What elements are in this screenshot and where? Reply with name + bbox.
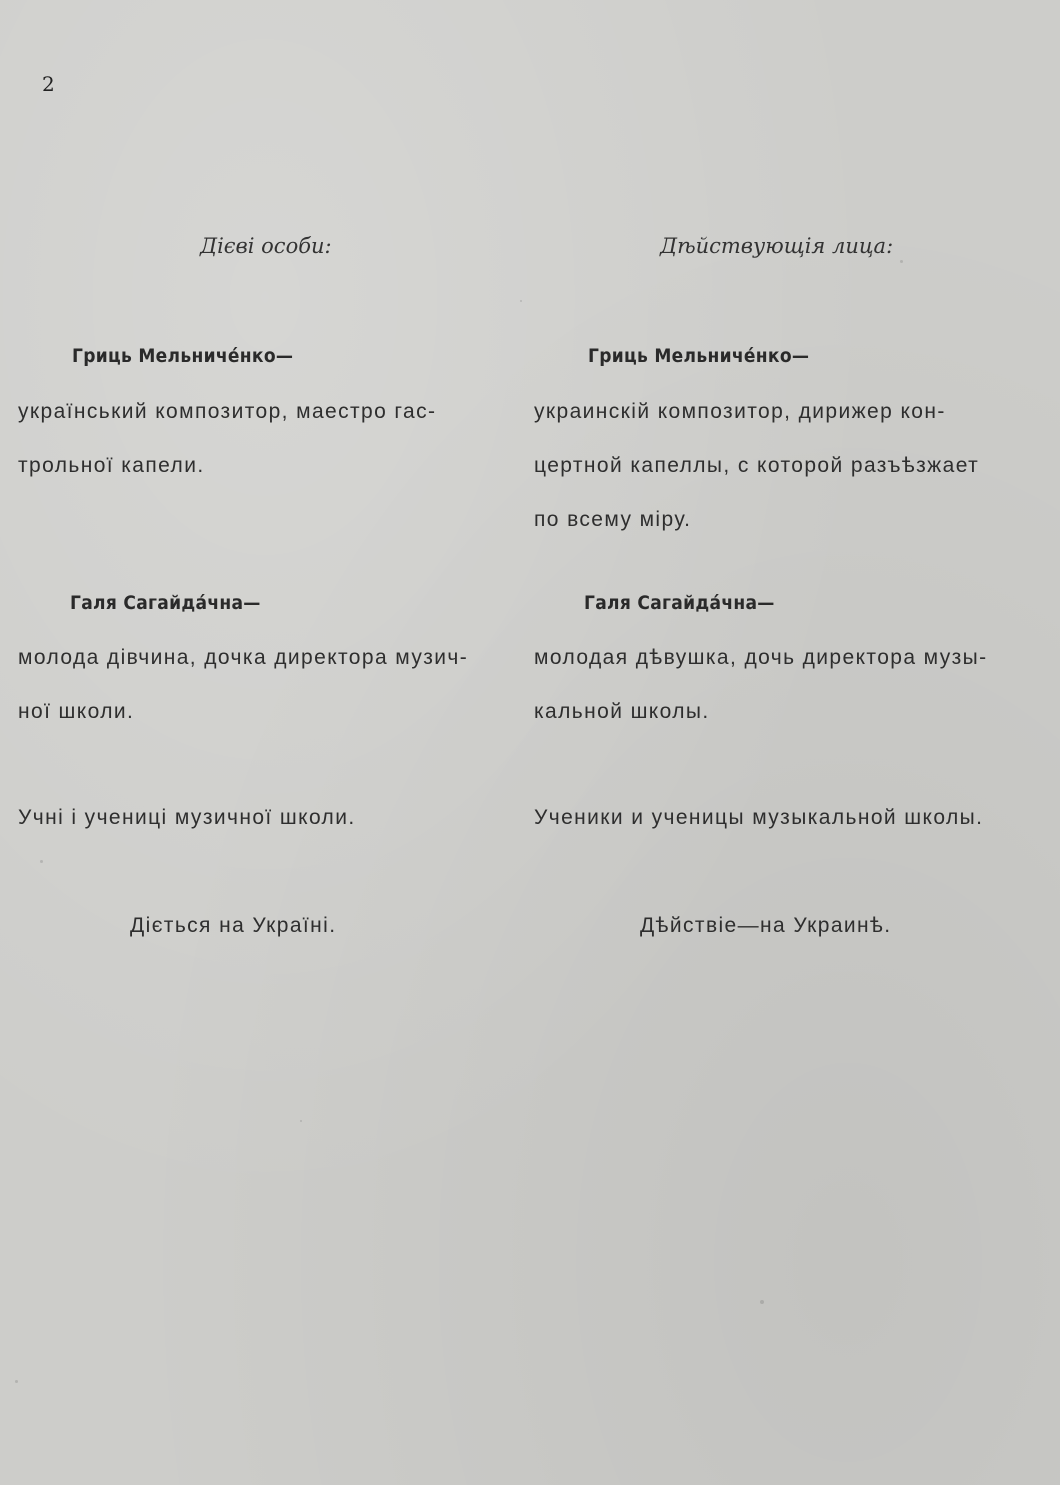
- paper-speck: [40, 860, 43, 863]
- page-number: 2: [42, 72, 55, 96]
- left-character-2-description-line-1: молода дівчина, дочка директора музич-: [18, 646, 469, 669]
- left-setting-line: Діється на Україні.: [130, 914, 337, 937]
- left-column-heading: Дієві особи:: [200, 234, 332, 258]
- left-students-line: Учні і учениці музичної школи.: [18, 806, 356, 829]
- paper-speck: [300, 1120, 302, 1122]
- right-character-2-name: Галя Сагайда́чна—: [584, 592, 775, 614]
- right-character-1-description-line-2: цертной капеллы, с которой разъѣзжает: [534, 454, 980, 477]
- paper-speck: [760, 1300, 764, 1304]
- left-character-2-name: Галя Сагайда́чна—: [70, 592, 261, 614]
- left-character-1-description-line-1: український композитор, маестро гас-: [18, 400, 437, 423]
- left-character-1-name: Гриць Мельниче́нко—: [72, 345, 294, 367]
- right-character-2-description-line-2: кальной школы.: [534, 700, 710, 723]
- right-column-heading: Дѣйствующія лица:: [660, 234, 894, 258]
- left-character-2-description-line-2: ної школи.: [18, 700, 135, 723]
- left-character-1-description-line-2: трольної капели.: [18, 454, 205, 477]
- paper-speck: [900, 260, 903, 263]
- right-character-1-description-line-1: украинскій композитор, дирижер кон-: [534, 400, 946, 423]
- right-setting-line: Дѣйствіе—на Украинѣ.: [640, 914, 892, 937]
- right-character-2-description-line-1: молодая дѣвушка, дочь директора музы-: [534, 646, 988, 669]
- paper-speck: [520, 300, 522, 302]
- right-character-1-name: Гриць Мельниче́нко—: [588, 345, 810, 367]
- paper-speck: [15, 1380, 18, 1383]
- right-character-1-description-line-3: по всему міру.: [534, 508, 692, 531]
- right-students-line: Ученики и ученицы музыкальной школы.: [534, 806, 984, 829]
